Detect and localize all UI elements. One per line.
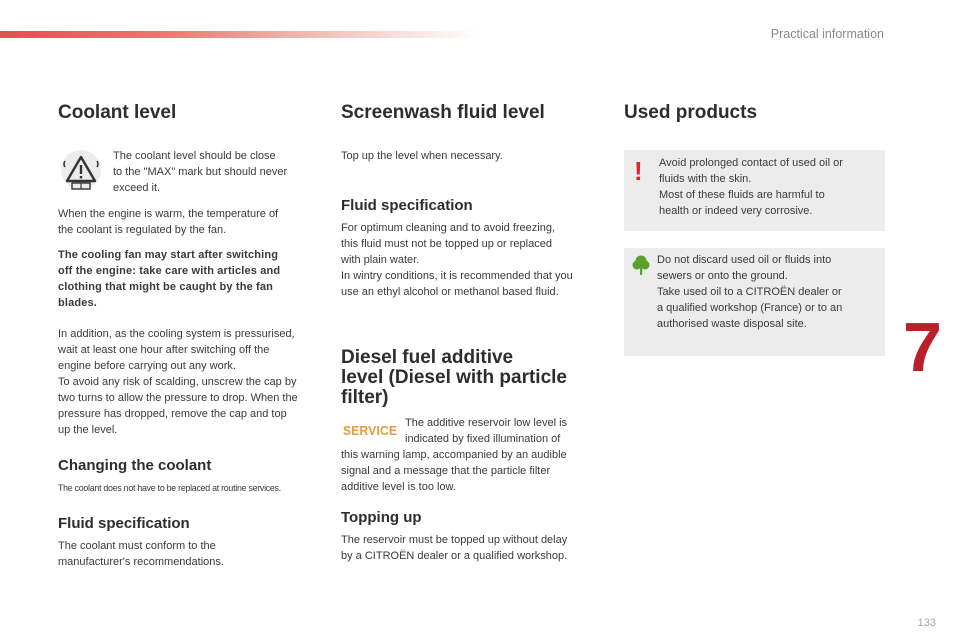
coolant-intro: The coolant level should be close to the "MAX" mark but should never exceed it. (113, 150, 288, 194)
diesel-additive-text-b: this warning lamp, accompanied by an audible signal and a message that the particle filter additive level is too low. (341, 449, 567, 493)
coolant-title: Coolant level (58, 102, 177, 123)
page-number: 133 (917, 617, 936, 629)
environment-tree-icon (632, 254, 650, 276)
used-products-title: Used products (624, 102, 758, 123)
environment-text: Do not discard used oil or fluids into sewers or onto the ground. Take used oil to a CITROËN dealer or a qualified workshop (France) or to an authorised waste disposal site. (657, 254, 843, 330)
coolant-fluid-spec-title: Fluid specification (58, 515, 190, 532)
changing-coolant-text: The coolant does not have to be replaced at routine services. (58, 483, 281, 493)
section-name: Practical information (770, 27, 884, 41)
chapter-number: 7 (903, 308, 942, 386)
diesel-additive-text-a: The additive reservoir low level is indicated by fixed illumination of (405, 417, 568, 445)
screenwash-fluid-spec-text: For optimum cleaning and to avoid freezing, this fluid must not be topped up or replaced with plain water. In wintry conditions, it is recommended that you use an ethyl alcohol or methanol based fluid. (341, 222, 573, 298)
screenwash-fluid-spec-title: Fluid specification (341, 197, 473, 214)
topping-up-title: Topping up (341, 509, 422, 526)
fan-warning: The cooling fan may start after switching off the engine: take care with articles and clothing that might be caught by the fan blades. (58, 249, 281, 309)
coolant-warning-icon (58, 148, 104, 194)
coolant-warm-text: When the engine is warm, the temperature of the coolant is regulated by the fan. (58, 208, 279, 236)
header-color-bar (0, 31, 480, 38)
service-warning-icon: SERVICE (343, 423, 398, 438)
warning-exclamation-icon: ! (634, 156, 643, 186)
coolant-fluid-spec-text: The coolant must conform to the manufacturer's recommendations. (58, 540, 224, 568)
diesel-additive-title: Diesel fuel additive level (Diesel with particle filter) (341, 347, 567, 408)
pressure-text: In addition, as the cooling system is pressurised, wait at least one hour after switching off the engine before carrying out any work. To avoid any risk of scalding, unscrew the cap by two turns to allow the pressure to drop. When the pressure has dropped, remove the cap and top up the level. (58, 328, 298, 436)
changing-coolant-title: Changing the coolant (58, 457, 212, 474)
screenwash-title: Screenwash fluid level (341, 102, 545, 123)
health-warning-text: Avoid prolonged contact of used oil or fluids with the skin. Most of these fluids are harmful to health or indeed very corrosive. (659, 157, 843, 217)
health-warning-box (624, 150, 885, 231)
topping-up-text: The reservoir must be topped up without delay by a CITROËN dealer or a qualified workshop. (341, 534, 568, 562)
screenwash-top-up-text: Top up the level when necessary. (341, 150, 503, 162)
environment-box (624, 248, 885, 356)
